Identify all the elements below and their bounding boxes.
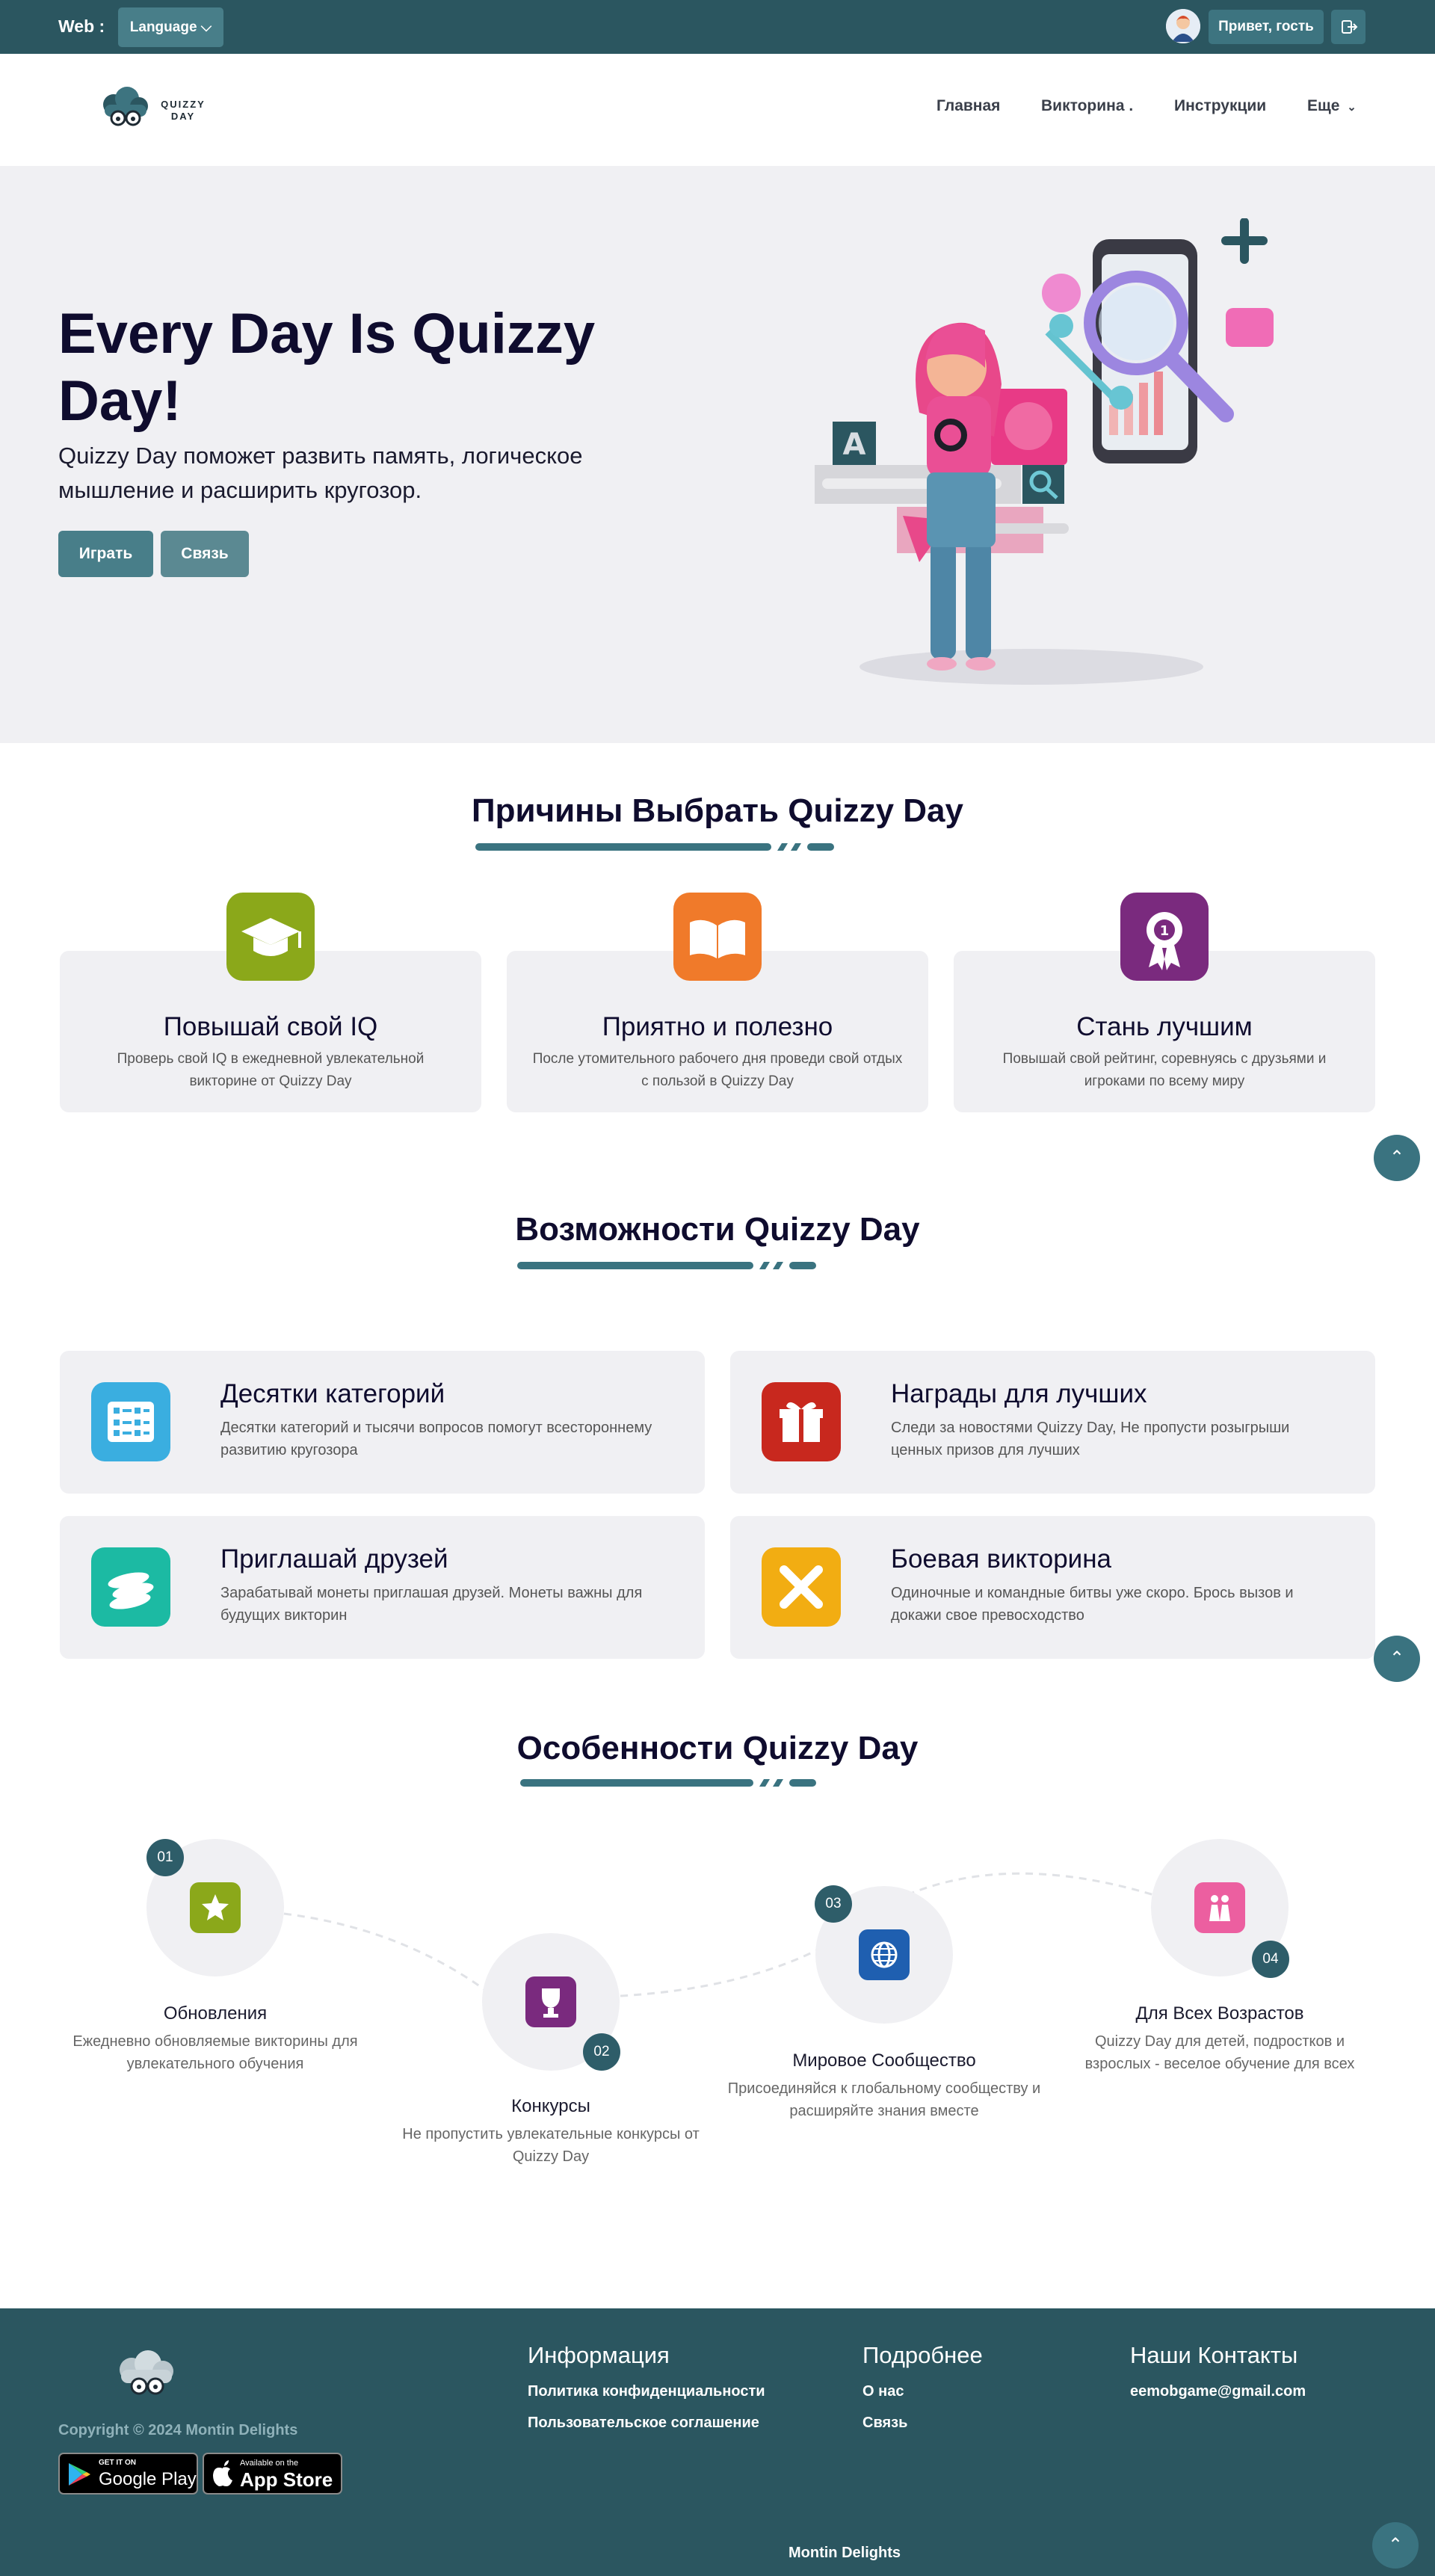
gift-icon [762, 1382, 841, 1461]
footer-bottom-brand[interactable]: Montin Delights [789, 2545, 901, 2561]
capability-text: Одиночные и командные битвы уже скоро. Брось вызов и докажи свое превосходство [891, 1585, 1294, 1624]
capability-title: Приглашай друзей [220, 1544, 448, 1574]
nav-more[interactable] [1307, 97, 1357, 115]
nav-quiz[interactable]: Викторина . [1041, 97, 1134, 114]
step-number: 02 [583, 2033, 620, 2071]
greeting-button[interactable]: Привет, гость [1209, 10, 1324, 44]
hero-section [0, 166, 1435, 743]
step-title: Мировое Сообщество [792, 2050, 976, 2071]
trophy-icon [525, 1976, 576, 2027]
categories-list-icon [91, 1382, 170, 1461]
capability-text: Десятки категорий и тысячи вопросов помогут всестороннему развитию кругозора [220, 1420, 652, 1458]
avatar[interactable] [1166, 9, 1200, 43]
footer-email[interactable]: eemobgame@gmail.com [1130, 2383, 1306, 2400]
hero-subtitle: Quizzy Day поможет развить память, логическое мышление и расширить кругозор. [58, 443, 583, 503]
web-label: Web : [58, 16, 105, 36]
book-icon [673, 893, 762, 981]
footer-link-privacy[interactable]: Политика конфиденциальности [528, 2383, 765, 2400]
chevron-up-icon: ⌃ [1389, 1648, 1405, 1668]
coins-icon [91, 1547, 170, 1627]
brand-logo[interactable] [97, 82, 217, 138]
step-title: Для Всех Возрастов [1135, 2003, 1304, 2024]
reason-title: Повышай свой IQ [163, 1012, 378, 1041]
hero-title: Every Day Is Quizzy Day! [58, 302, 596, 433]
logo-text-line1: QUIZZY [161, 99, 206, 110]
footer-more-title: Подробнее [862, 2342, 983, 2368]
apple-icon [212, 2460, 234, 2487]
chevron-up-icon: ⌃ [1389, 1147, 1405, 1168]
nav-more-label: Еще [1307, 97, 1340, 114]
graduation-cap-icon [226, 893, 315, 981]
scroll-top-button[interactable] [1374, 1135, 1420, 1181]
app-store-big: App Store [240, 2468, 333, 2491]
family-icon [1194, 1882, 1245, 1933]
capability-rewards [730, 1351, 1375, 1494]
app-store-badge[interactable] [203, 2453, 342, 2495]
footer-link-terms[interactable]: Пользовательское соглашение [528, 2415, 759, 2431]
navbar [0, 54, 1435, 166]
play-button[interactable]: Играть [58, 531, 153, 577]
features-title: Особенности Quizzy Day [516, 1730, 919, 1766]
globe-icon [859, 1929, 910, 1980]
reason-title: Приятно и полезно [602, 1012, 833, 1041]
top-bar [0, 0, 1435, 54]
app-store-small: Available on the [240, 2459, 299, 2468]
chevron-up-icon: ⌃ [1387, 2535, 1404, 2555]
user-avatar-icon [1166, 9, 1200, 43]
google-play-small: GET IT ON [99, 2459, 136, 2467]
award-ribbon-icon [1120, 893, 1209, 981]
capability-title: Награды для лучших [891, 1379, 1147, 1408]
nav-instructions[interactable]: Инструкции [1174, 97, 1267, 114]
svg-text:A: A [842, 428, 866, 462]
reason-text: После утомительного рабочего дня проведи свой отдых с пользой в Quizzy Day [532, 1051, 903, 1089]
nav-home[interactable]: Главная [936, 97, 1001, 114]
reasons-title: Причины Выбрать Quizzy Day [472, 792, 963, 829]
logout-button[interactable] [1331, 10, 1365, 44]
step-number: 01 [146, 1839, 184, 1876]
reason-text: Проверь свой IQ в ежедневной увлекательной викторине от Quizzy Day [117, 1051, 425, 1089]
footer-link-contact[interactable]: Связь [862, 2415, 908, 2431]
copyright-text: Copyright © 2024 Montin Delights [58, 2422, 298, 2438]
footer-info-title: Информация [528, 2342, 670, 2368]
step-text: Ежедневно обновляемые викторины для увлекательного обучения [72, 2033, 358, 2072]
scroll-top-button[interactable] [1374, 1636, 1420, 1682]
crossed-swords-icon [762, 1547, 841, 1627]
step-title: Обновления [163, 2003, 268, 2024]
language-dropdown[interactable]: Language ⌵ [118, 7, 223, 47]
chevron-down-icon: ⌄ [1347, 101, 1357, 114]
reason-text: Повышай свой рейтинг, соревнуясь с друзьями и игроками по всему миру [1002, 1051, 1327, 1089]
reason-title: Стань лучшим [1076, 1012, 1253, 1041]
logout-icon [1331, 10, 1365, 44]
step-text: Не пропустить увлекательные конкурсы от Quizzy Day [402, 2126, 700, 2165]
capability-title: Боевая викторина [891, 1544, 1112, 1574]
contact-button[interactable]: Связь [161, 531, 249, 577]
step-title: Конкурсы [511, 2096, 590, 2116]
title-underline-decoration [475, 842, 834, 852]
google-play-big: Google Play [99, 2469, 197, 2489]
footer-contacts-title: Наши Контакты [1130, 2342, 1298, 2368]
capability-categories [60, 1351, 705, 1494]
capability-title: Десятки категорий [220, 1379, 445, 1408]
svg-text:1: 1 [1159, 923, 1170, 939]
title-underline-decoration [517, 1260, 816, 1271]
step-text: Quizzy Day для детей, подростков и взрослых - веселое обучение для всех [1084, 2033, 1355, 2072]
step-text: Присоединяйся к глобальному сообществу и расширяйте знания вместе [727, 2080, 1041, 2119]
footer-link-about[interactable]: О нас [862, 2383, 904, 2400]
scroll-top-button[interactable] [1372, 2522, 1419, 2569]
footer [0, 2308, 1435, 2576]
google-play-badge[interactable] [58, 2453, 198, 2495]
capability-text: Следи за новостями Quizzy Day, Не пропусти розыгрыши ценных призов для лучших [891, 1420, 1290, 1458]
capability-battle [730, 1516, 1375, 1659]
capabilities-title: Возможности Quizzy Day [515, 1211, 920, 1248]
cloud-mascot-icon [97, 82, 157, 138]
title-underline-decoration [520, 1778, 816, 1788]
step-number: 03 [815, 1885, 852, 1923]
google-play-icon [67, 2462, 91, 2487]
star-icon [190, 1882, 241, 1933]
logo-text [157, 99, 209, 123]
capability-invite [60, 1516, 705, 1659]
logo-text-line2: DAY [170, 111, 196, 122]
hero-illustration [807, 218, 1300, 697]
footer-logo-icon [112, 2347, 184, 2406]
step-number: 04 [1252, 1941, 1289, 1978]
capability-text: Зарабатывай монеты приглашая друзей. Монеты важны для будущих викторин [220, 1585, 643, 1624]
